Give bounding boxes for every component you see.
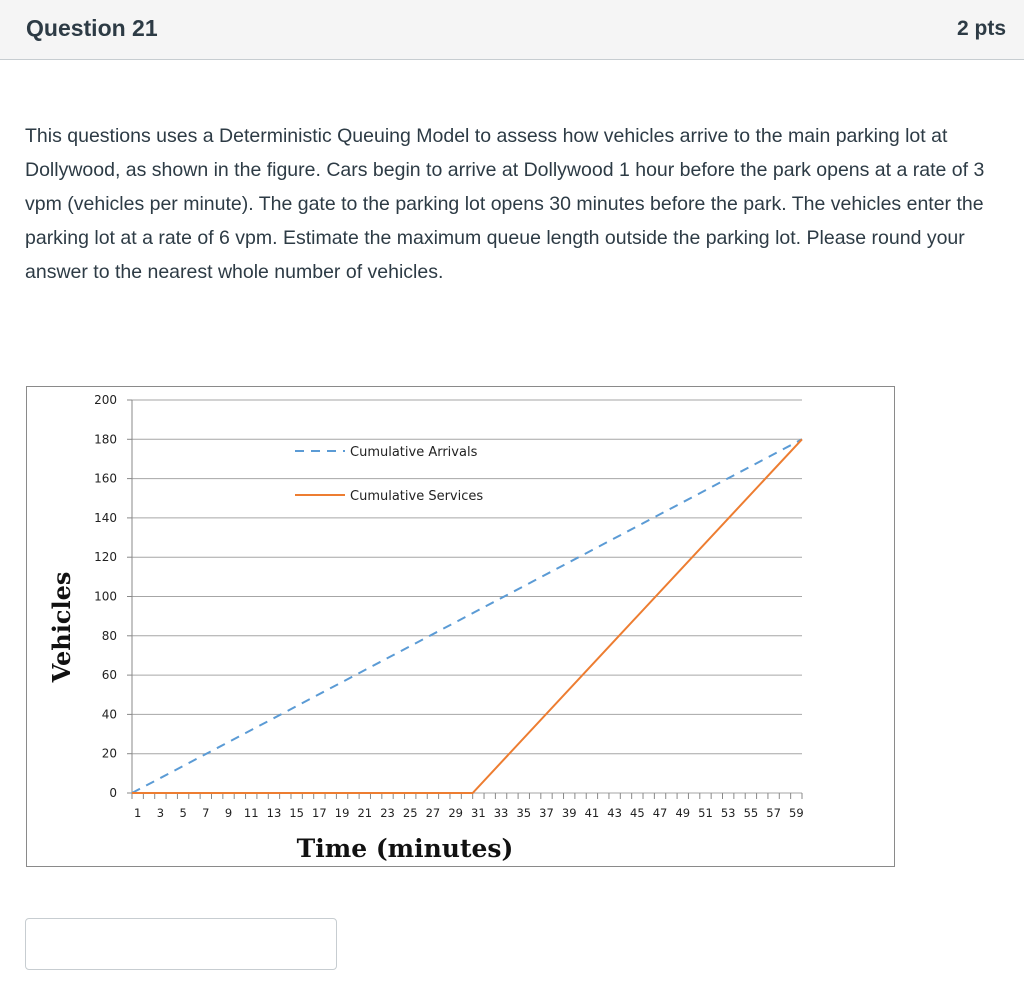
question-header: [0, 0, 1024, 60]
y-axis-ticks: [94, 393, 132, 800]
y-tick-label: 20: [101, 746, 117, 761]
x-tick-label: 39: [561, 806, 577, 820]
x-tick-label: 13: [266, 806, 282, 820]
x-tick-label: 47: [652, 806, 668, 820]
y-tick-label: 140: [94, 510, 117, 525]
legend-services-label: Cumulative Services: [350, 489, 484, 504]
x-tick-label: 1: [134, 806, 142, 820]
x-tick-label: 27: [425, 806, 441, 820]
x-tick-label: 35: [516, 806, 532, 820]
x-tick-label: 53: [720, 806, 736, 820]
x-tick-label: 3: [156, 806, 165, 820]
y-axis-title: Vehicles: [47, 571, 76, 683]
x-tick-label: 15: [289, 806, 304, 820]
x-tick-label: 19: [334, 806, 350, 820]
x-tick-label: 7: [202, 806, 210, 820]
x-tick-label: 23: [380, 806, 395, 820]
x-axis-title: Time (minutes): [296, 834, 514, 863]
x-tick-label: 31: [471, 806, 486, 820]
x-tick-label: 41: [584, 806, 600, 820]
x-tick-label: 49: [675, 806, 691, 820]
y-tick-label: 60: [101, 668, 117, 683]
x-tick-label: 11: [243, 806, 259, 820]
question-points: 2 pts: [956, 17, 1006, 40]
x-tick-label: 55: [743, 806, 759, 820]
x-tick-label: 57: [766, 806, 781, 820]
x-tick-label: 33: [493, 806, 509, 820]
y-tick-label: 120: [94, 550, 117, 565]
x-tick-label: 51: [698, 806, 713, 820]
y-tick-label: 160: [94, 471, 117, 486]
x-tick-label: 29: [448, 806, 463, 820]
x-tick-label: 21: [357, 806, 373, 820]
x-tick-label: 25: [402, 806, 418, 820]
x-tick-label: 59: [789, 806, 804, 820]
question-title: Question 21: [26, 15, 158, 41]
x-tick-label: 17: [312, 806, 327, 820]
queue-chart: [26, 386, 895, 867]
question-text: This questions uses a Deterministic Queuing Model to assess how vehicles arrive to the main parking lot at Dollywood, as shown in the figure. Cars begin to arrive at Dollywood 1 hour before the park opens at a rate of 3 vpm (vehicles per minute). The gate to the parking lot opens 30 minutes before the park. The vehicles enter the parking lot at a rate of 6 vpm. Estimate the maximum queue length outside the parking lot. Please round your answer to the nearest whole number of vehicles.: [25, 125, 985, 283]
chart-legend: [295, 445, 483, 504]
y-tick-label: 200: [94, 393, 117, 407]
answer-input[interactable]: [25, 918, 337, 970]
x-axis-ticks: [132, 793, 804, 820]
y-tick-label: 180: [94, 432, 117, 447]
chart-svg: [27, 387, 894, 866]
y-tick-label: 100: [94, 589, 117, 604]
x-tick-label: 9: [224, 806, 233, 820]
x-tick-label: 45: [630, 806, 645, 820]
y-tick-label: 0: [109, 786, 117, 800]
x-tick-label: 43: [607, 806, 622, 820]
x-tick-label: 5: [179, 806, 187, 820]
y-tick-label: 40: [101, 707, 117, 722]
legend-arrivals-label: Cumulative Arrivals: [350, 445, 478, 460]
x-tick-label: 37: [539, 806, 554, 820]
y-tick-label: 80: [101, 628, 117, 643]
